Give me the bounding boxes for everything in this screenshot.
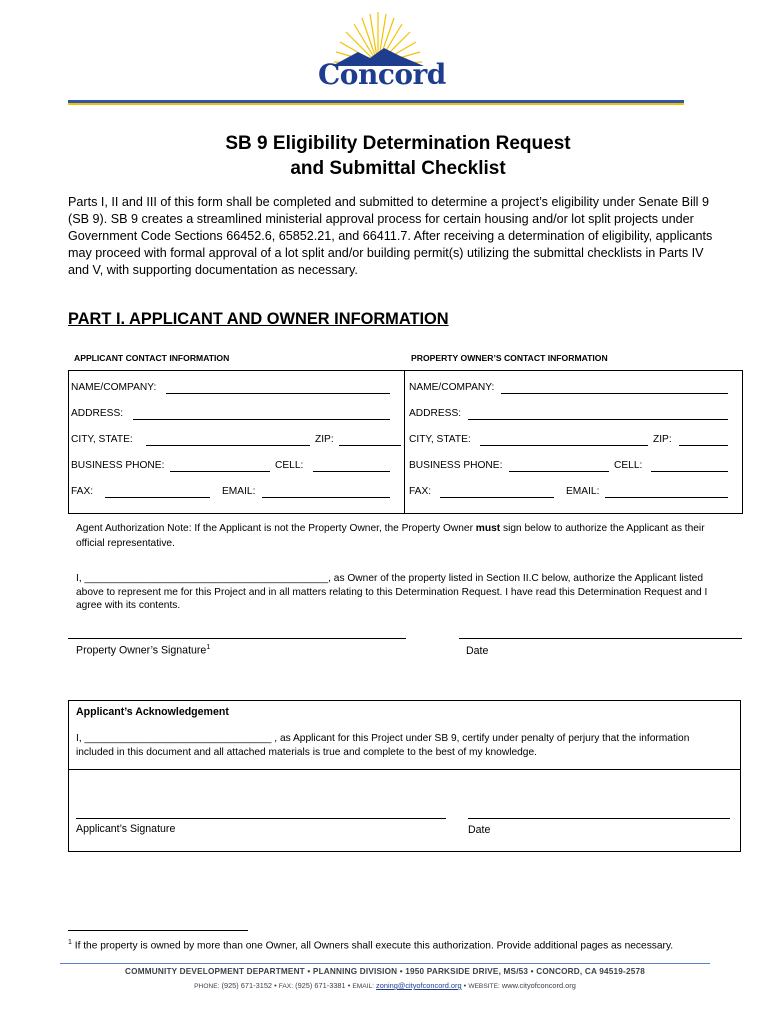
contact-table-divider — [404, 370, 405, 513]
owner-cell-label: CELL: — [614, 460, 643, 471]
footnote — [68, 936, 718, 952]
owner-city-label: CITY, STATE: — [409, 434, 471, 445]
agent-note-suffix: sign below to authorize the Applicant as their official representative. — [76, 523, 705, 549]
owner-city-field[interactable] — [480, 445, 648, 446]
footer-phone-label: PHONE: — [194, 983, 220, 990]
footnote-text: If the property is owned by more than one Owner, all Owners shall execute this authorization. Provide additional pages as necessary. — [71, 940, 674, 952]
owner-phone-field[interactable] — [509, 471, 609, 472]
title-line-1: SB 9 Eligibility Determination Request — [225, 133, 571, 154]
applicant-date-label: Date — [468, 824, 491, 836]
applicant-fax-field[interactable] — [105, 497, 210, 498]
owner-address-field[interactable] — [468, 419, 728, 420]
applicant-cell-label: CELL: — [275, 460, 304, 471]
owner-email-label: EMAIL: — [566, 486, 600, 497]
applicant-address-field[interactable] — [133, 419, 390, 420]
header-rule-gold — [68, 103, 684, 105]
footer-email-label: EMAIL: — [352, 983, 374, 990]
document-title — [68, 131, 728, 181]
applicant-fax-label: FAX: — [71, 486, 94, 497]
owner-date-label: Date — [466, 645, 489, 657]
applicant-email-label: EMAIL: — [222, 486, 256, 497]
footer-phone: (925) 671-3152 — [221, 981, 273, 990]
owner-email-field[interactable] — [605, 497, 728, 498]
footer-email-link[interactable]: zoning@cityofconcord.org — [376, 981, 462, 990]
owner-date-line[interactable] — [459, 638, 742, 639]
applicant-phone-label: BUSINESS PHONE: — [71, 460, 165, 471]
agent-note-emphasis: must — [475, 523, 501, 534]
applicant-email-field[interactable] — [262, 497, 390, 498]
owner-name-field[interactable] — [501, 393, 728, 394]
owner-phone-label: BUSINESS PHONE: — [409, 460, 503, 471]
applicant-name-label: NAME/COMPANY: — [71, 382, 157, 393]
owner-zip-field[interactable] — [679, 445, 728, 446]
owner-contact-header: PROPERTY OWNER’S CONTACT INFORMATION — [411, 353, 608, 363]
owner-cell-field[interactable] — [651, 471, 728, 472]
acknowledgement-title: Applicant’s Acknowledgement — [76, 706, 229, 718]
footer-fax-label: FAX: — [278, 983, 294, 990]
applicant-zip-field[interactable] — [339, 445, 401, 446]
owner-signature-label — [76, 644, 210, 657]
footer-website[interactable]: www.cityofconcord.org — [501, 981, 576, 990]
footer-fax: (925) 671-3381 — [295, 981, 346, 990]
footnote-number: 1 — [68, 939, 72, 946]
owner-fax-label: FAX: — [409, 486, 432, 497]
agent-authorization-note — [76, 521, 726, 551]
part1-heading: PART I. APPLICANT AND OWNER INFORMATION — [68, 310, 449, 328]
owner-zip-label: ZIP: — [653, 434, 672, 445]
title-line-2: and Submittal Checklist — [290, 158, 506, 179]
applicant-city-label: CITY, STATE: — [71, 434, 133, 445]
owner-name-label: NAME/COMPANY: — [409, 382, 495, 393]
applicant-zip-label: ZIP: — [315, 434, 334, 445]
footer-website-label: WEBSITE: — [468, 983, 500, 990]
applicant-date-line[interactable] — [468, 818, 730, 819]
footer-address: COMMUNITY DEVELOPMENT DEPARTMENT • PLANNING DIVISION • 1950 PARKSIDE DRIVE, MS/53 • CONCORD, CA 94519-2578 — [125, 967, 645, 976]
footnote-rule — [68, 930, 248, 931]
logo-wordmark: Concord — [318, 58, 446, 91]
applicant-signature-label: Applicant’s Signature — [76, 823, 176, 835]
owner-address-label: ADDRESS: — [409, 408, 462, 419]
contact-table — [68, 370, 743, 514]
applicant-address-label: ADDRESS: — [71, 408, 124, 419]
applicant-cell-field[interactable] — [313, 471, 390, 472]
footer-contacts: PHONE: (925) 671-3152 • FAX: (925) 671-3381 • EMAIL: zoning@cityofconcord.org • WEBSITE: www.cityofconcord.org — [194, 981, 576, 990]
applicant-contact-header: APPLICANT CONTACT INFORMATION — [74, 353, 230, 363]
owner-signature-text: Property Owner’s Signature — [76, 644, 207, 657]
owner-authorization-statement: I, ___________________________________________, as Owner of the property listed in Section II.C below, authorize the Applicant listed above to represent me for this Project and in all matters relating to this Determination Request. I have read this Determination Request and I agree with its contents. — [76, 573, 708, 611]
applicant-signature-line[interactable] — [76, 818, 446, 819]
acknowledgement-text: I, _________________________________ , as Applicant for this Project under SB 9, certify under penalty of perjury that the information included in this document and all attached materials is true and complete to the best of my knowledge. — [76, 733, 690, 758]
applicant-city-field[interactable] — [146, 445, 310, 446]
agent-note-prefix: Agent Authorization Note: If the Applicant is not the Property Owner, the Property Owner — [76, 523, 476, 534]
city-logo — [318, 8, 446, 93]
intro-paragraph: Parts I, II and III of this form shall be completed and submitted to determine a project’s eligibility under Senate Bill 9 (SB 9). SB 9 creates a streamlined ministerial approval process for certain housing and/or lot split projects under Government Code Sections 66452.6, 65852.21, and 66411.7. After receiving a determination of eligibility, applicants may proceed with formal approval of a lot split and/or building permit(s) utilizing the submittal checklists in Parts IV and V, with supporting documentation as necessary. — [68, 195, 713, 277]
owner-fax-field[interactable] — [440, 497, 554, 498]
acknowledgement-separator — [69, 769, 740, 770]
footer-rule — [60, 963, 710, 964]
applicant-phone-field[interactable] — [170, 471, 270, 472]
applicant-name-field[interactable] — [166, 393, 390, 394]
owner-signature-line[interactable] — [68, 638, 406, 639]
owner-signature-footnote-ref: 1 — [206, 644, 211, 651]
